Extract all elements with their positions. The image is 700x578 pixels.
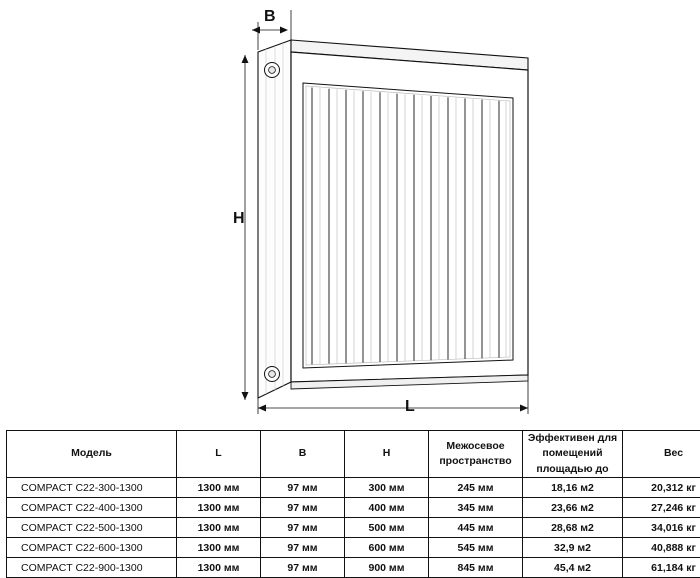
cell-model: COMPACT C22-600-1300 [7, 538, 177, 558]
cell-weight: 20,312 кг [623, 478, 700, 498]
column-header-effective-area: Эффективен для помещений площадью до [523, 431, 623, 478]
dimension-label-height: H [233, 210, 245, 228]
cell-effective-area: 32,9 м2 [523, 538, 623, 558]
cell-center-distance: 845 мм [429, 558, 523, 578]
cell-b: 97 мм [261, 558, 345, 578]
cell-weight: 27,246 кг [623, 498, 700, 518]
specifications-table [6, 430, 694, 578]
cell-effective-area: 18,16 м2 [523, 478, 623, 498]
cell-model: COMPACT C22-500-1300 [7, 518, 177, 538]
column-header-center-distance: Межосевое пространство [429, 431, 523, 478]
cell-l: 1300 мм [177, 538, 261, 558]
table-row [7, 518, 700, 538]
table-row [7, 478, 700, 498]
table-row [7, 558, 700, 578]
cell-b: 97 мм [261, 498, 345, 518]
cell-l: 1300 мм [177, 478, 261, 498]
cell-b: 97 мм [261, 518, 345, 538]
cell-effective-area: 28,68 м2 [523, 518, 623, 538]
dimension-label-length: L [405, 398, 415, 416]
cell-b: 97 мм [261, 478, 345, 498]
cell-h: 400 мм [345, 498, 429, 518]
cell-model: COMPACT C22-400-1300 [7, 498, 177, 518]
cell-center-distance: 545 мм [429, 538, 523, 558]
dimension-label-depth: B [264, 8, 276, 26]
cell-weight: 40,888 кг [623, 538, 700, 558]
cell-center-distance: 445 мм [429, 518, 523, 538]
cell-h: 900 мм [345, 558, 429, 578]
column-header-weight: Вес [623, 431, 700, 478]
cell-h: 300 мм [345, 478, 429, 498]
cell-effective-area: 45,4 м2 [523, 558, 623, 578]
cell-l: 1300 мм [177, 498, 261, 518]
cell-h: 500 мм [345, 518, 429, 538]
table-row [7, 538, 700, 558]
cell-model: COMPACT C22-900-1300 [7, 558, 177, 578]
cell-effective-area: 23,66 м2 [523, 498, 623, 518]
cell-weight: 34,016 кг [623, 518, 700, 538]
column-header-l: L [177, 431, 261, 478]
cell-model: COMPACT C22-300-1300 [7, 478, 177, 498]
column-header-model: Модель [7, 431, 177, 478]
cell-b: 97 мм [261, 538, 345, 558]
cell-l: 1300 мм [177, 558, 261, 578]
cell-l: 1300 мм [177, 518, 261, 538]
cell-center-distance: 245 мм [429, 478, 523, 498]
column-header-h: H [345, 431, 429, 478]
table-header-row [7, 431, 700, 478]
cell-h: 600 мм [345, 538, 429, 558]
radiator-panel-icon [258, 40, 528, 398]
cell-weight: 61,184 кг [623, 558, 700, 578]
cell-center-distance: 345 мм [429, 498, 523, 518]
column-header-b: B [261, 431, 345, 478]
table-row [7, 498, 700, 518]
